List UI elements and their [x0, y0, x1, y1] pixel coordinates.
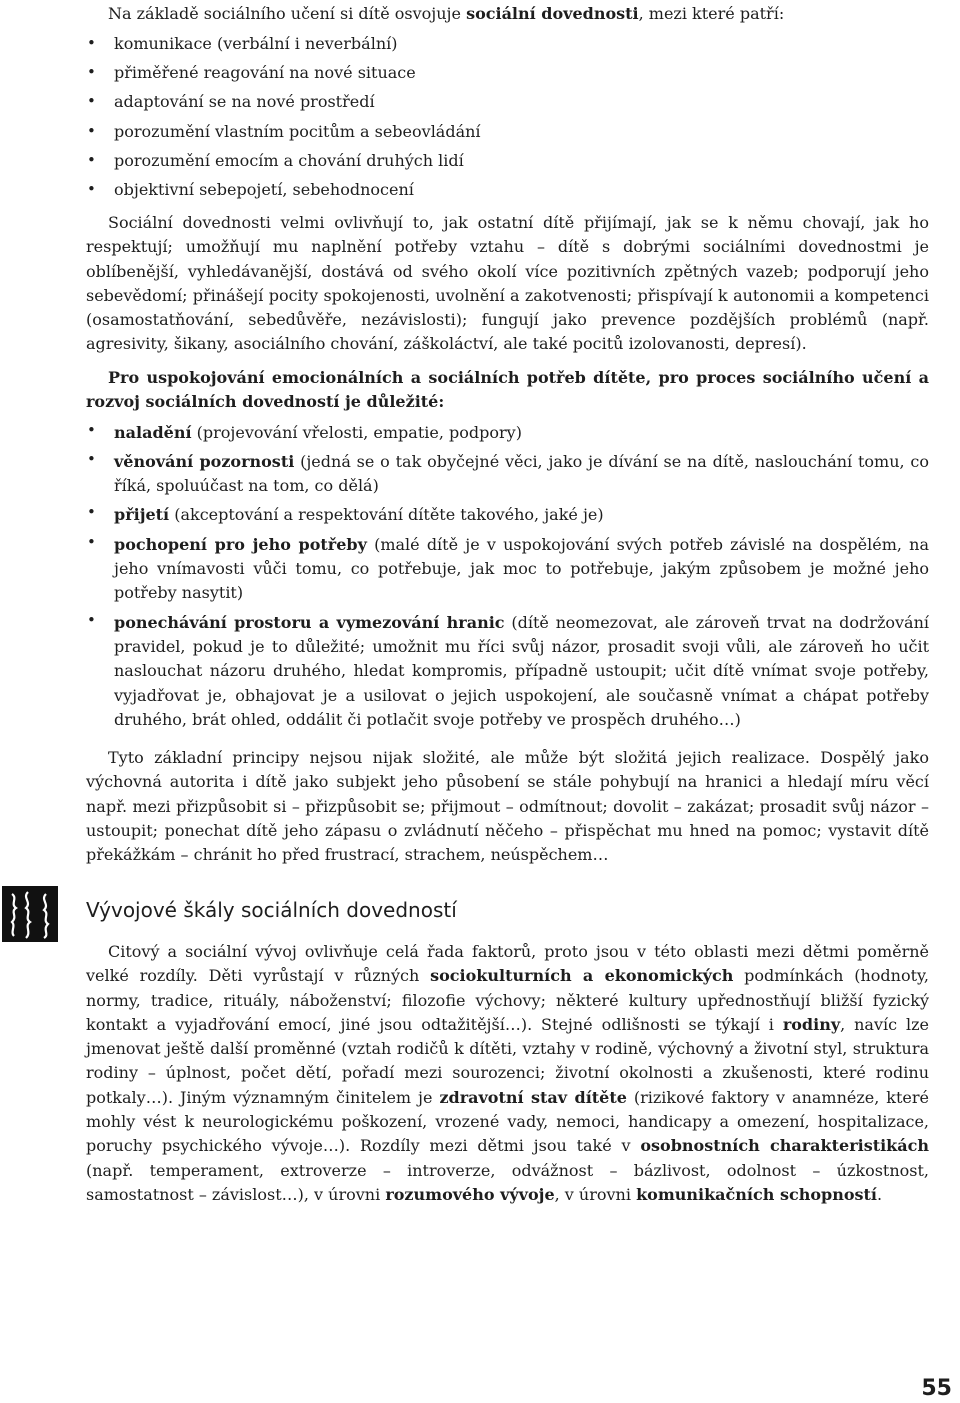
item-bold: naladění	[114, 422, 192, 442]
principles-paragraph: Tyto základní principy nejsou nijak složité, ale může být složitá jejich realizace. Dospělý jako výchovná autorita i dítě jako subjekt jeho působení se stále pohybují na hranici a hledají míru věcí např. mezi přizpůsobit si – přizpůsobit se; přijmout – odmítnout; dovolit – zakázat; prosadit svůj názor – ustoupit; ponechat dítě jeho zápasu o zvládnutí něčeho – přispěchat mu hned na pomoc; vystavit dítě překážkám – chránit ho před frustrací, strachem, neúspěchem…	[86, 748, 929, 865]
important-block	[86, 366, 929, 737]
bold-run: zdravotní stav dítěte	[439, 1087, 627, 1107]
influence-block	[86, 211, 929, 357]
list-item-text: porozumění emocím a chování druhých lidí	[114, 150, 464, 170]
list-item	[86, 533, 929, 606]
intro-prefix: Na základě sociálního učení si dítě osvojuje	[108, 4, 467, 23]
bullet-icon: •	[87, 150, 96, 169]
scales-block	[86, 940, 929, 1207]
bullet-icon: •	[87, 610, 96, 629]
list-item-text: porozumění vlastním pocitům a sebeovládání	[114, 121, 481, 141]
text-run: (rizikové faktory v anamnéze, které mohly vést k neurologickému poškození, vrozené vady, nemoci, handicapy a omezení, hospitalizace, poruchy psychického vývoje…). Rozdíly mezi dětmi jsou také v	[86, 1087, 930, 1156]
list-item-text: adaptování se na nové prostředí	[114, 92, 375, 112]
list-item-text	[114, 450, 929, 499]
important-heading	[86, 366, 929, 415]
important-heading-text: Pro uspokojování emocionálních a sociálních potřeb dítěte, pro proces sociálního učení a rozvoj sociálních dovedností je důležité:	[86, 368, 929, 412]
influence-paragraph: Sociální dovednosti velmi ovlivňují to, jak ostatní dítě přijímají, jak se k němu chovají, jak ho respektují; umožňují mu naplnění potřeby vztahu – dítě s dobrými sociálními dovednostmi je oblíbenější, vyhledávanější, dostává od svého okolí více pozitivních zpětných vazeb; podporují jeho sebevědomí; přinášejí pocity spokojenosti, uvolnění a zakotvenosti; přispívají k autonomii a kompetenci (osamostatňování, sebedůvěře, nezávislosti); fungují jako prevence pozdějších problémů (např. agresivity, šikany, asociálního chování, záškoláctví, ale také pocitů izolovanosti, depresí).	[86, 213, 929, 354]
item-bold: přijetí	[114, 505, 170, 525]
list-item	[86, 87, 929, 116]
section-title: Vývojové škály sociálních dovedností	[86, 898, 457, 922]
list-item-text: komunikace (verbální i neverbální)	[114, 34, 398, 53]
list-item	[86, 29, 929, 58]
list-item	[86, 146, 929, 175]
scales-paragraph	[86, 940, 929, 1207]
list-item	[86, 611, 929, 732]
list-item	[86, 175, 929, 204]
bold-run: osobnostních charakteristikách	[640, 1136, 930, 1156]
list-item-text: objektivní sebepojetí, sebehodnocení	[114, 180, 414, 200]
bold-run: sociokulturních a ekonomických	[430, 966, 734, 986]
item-text: (akceptování a respektování dítěte takového, jaké je)	[169, 505, 604, 525]
important-list	[86, 421, 929, 733]
text-run: .	[876, 1184, 883, 1204]
bullet-icon: •	[87, 503, 96, 522]
list-item	[86, 58, 929, 87]
bullet-icon: •	[87, 121, 96, 140]
bold-run: rodiny	[782, 1014, 841, 1034]
text-run: (např. temperament, extroverze – introverze, odvážnost – bázlivost, odolnost – úzkostnost, samostatnost – závislost…), v úrovni	[86, 1160, 929, 1204]
list-item	[86, 421, 929, 445]
bullet-icon: •	[87, 532, 96, 551]
bullet-icon: •	[87, 420, 96, 439]
item-text: (dítě neomezovat, ale zároveň trvat na dodržování pravidel, pokud je to důležité; umožnit mu říci svůj názor, prosadit svoji vůli, ale zároveň ho učit naslouchat názoru druhého, hledat kompromis, případně ustoupit; učit dítě vnímat svoje potřeby, vyjadřovat je, obhajovat je a usilovat o jejich uspokojení, ale současně vnímat a chápat potřeby druhého, brát ohled, oddálit či potlačit svoje potřeby ve prospěch druhého…)	[114, 612, 930, 729]
bullet-icon: •	[87, 34, 96, 52]
item-text: (malé dítě je v uspokojování svých potřeb závislé na dospělém, na jeho vnímavosti vůči tomu, co potřebuje, jak moc to potřebuje, jakým způsobem je možné jeho potřeby nasytit)	[114, 534, 929, 603]
bullet-icon: •	[87, 180, 96, 199]
item-bold: ponechávání prostoru a vymezování hranic	[114, 612, 505, 632]
text-run: , v úrovni	[554, 1184, 637, 1204]
list-item-text	[114, 611, 929, 732]
text-run: podmínkách (hodnoty, normy, tradice, rituály, náboženství; filozofie výchovy; některé kultury upřednostňují bližší fyzický kontakt a vyjadřování emocí, jiné jsou odtažitější…). Stejné odlišnosti se týkají i	[86, 966, 930, 1034]
list-item	[86, 450, 929, 499]
intro-suffix: , mezi které patří:	[638, 4, 785, 23]
bold-run: rozumového vývoje	[385, 1184, 555, 1204]
list-item-text	[114, 421, 929, 445]
item-text: (jedná se o tak obyčejné věci, jako je dívání se na dítě, naslouchání tomu, co říká, spoluúčast na tom, co dělá)	[114, 451, 929, 496]
faces-silhouette-icon	[2, 886, 58, 942]
item-bold: věnování pozornosti	[114, 451, 295, 471]
text-run: Citový a sociální vývoj ovlivňuje celá řada faktorů, proto jsou v této oblasti mezi dětmi poměrně velké rozdíly. Děti vyrůstají v různých	[86, 942, 929, 986]
bullet-icon: •	[87, 63, 96, 82]
item-bold: pochopení pro jeho potřeby	[114, 534, 367, 554]
text-run: , navíc lze jmenovat ještě další proměnné (vztah rodičů k dítěti, vztahy v rodině, výchovný a životní styl, struktura rodiny – úplnost, počet dětí, pořadí mezi sourozenci; životní okolnosti a zkušenosti, které rodinu potkaly…). Jiným významným činitelem je	[86, 1014, 930, 1107]
skills-list	[86, 29, 929, 204]
item-text: (projevování vřelosti, empatie, podpory)	[191, 422, 522, 442]
intro-sentence	[108, 2, 929, 26]
list-item	[86, 117, 929, 146]
page-number: 55	[921, 1376, 952, 1401]
list-item-text	[114, 503, 929, 527]
principles-block	[86, 746, 929, 867]
intro-bold: sociální dovednosti	[466, 4, 639, 23]
bullet-icon: •	[87, 449, 96, 468]
bullet-icon: •	[87, 92, 96, 111]
list-item-text	[114, 533, 929, 606]
list-item-text: přiměřené reagování na nové situace	[114, 63, 416, 83]
list-item	[86, 503, 929, 527]
bold-run: komunikačních schopností	[636, 1184, 877, 1204]
